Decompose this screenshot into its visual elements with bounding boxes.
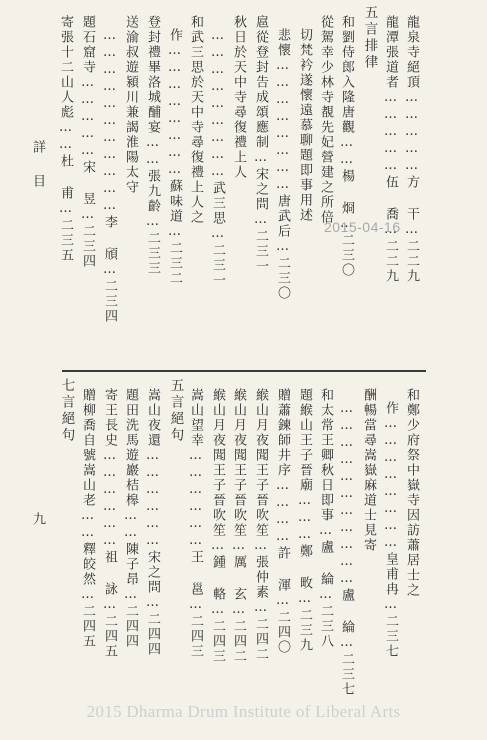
toc-entry: 作……………………皇甫冉…二三七 [383, 401, 398, 659]
toc-entry: 題田洗馬遊巖桔槔……陳子昂…二四四 [123, 388, 138, 649]
toc-entry: ……………………………李 頎…二三四 [102, 28, 117, 324]
toc-entry: 送渝叔遊潁川兼謁淮陽太守 [123, 15, 138, 195]
running-header: 詳 目 [30, 140, 45, 190]
toc-entry: 作……………………蘇味道…二三二 [167, 28, 182, 286]
section-heading: 七言絕句 [58, 378, 75, 444]
toc-entry: 寄張十二山人彪……杜 甫…二三五 [58, 15, 73, 263]
toc-entry: 龍潭張道者……………伍 喬…二二九 [383, 15, 398, 284]
toc-entry: 切梵衿遂懷遠慕聊題即事用述 [297, 28, 312, 223]
date-stamp: 2015-04-16 [324, 219, 401, 235]
toc-entry: 寄王長史………………祖 詠…二四五 [102, 388, 117, 659]
toc-entry: 和劉侍郎入隆唐觀……楊 烱…二三〇 [339, 15, 354, 278]
toc-entry: 嵩山夜還………………宋之問…二四四 [145, 388, 160, 657]
section-heading: 五言絕句 [167, 378, 184, 444]
toc-entry: 和太常王卿秋日即事…盧 綸…二三八 [318, 388, 333, 649]
section-heading: 五言排律 [361, 5, 378, 71]
toc-entry: 和武三思於天中寺尋復禮上人之 [188, 15, 203, 225]
toc-entry: 和鄭少府祭中嶽寺因訪蕭居士之 [404, 388, 419, 598]
toc-entry: 悲懷……………………唐武后…二三〇 [275, 28, 290, 301]
toc-entry: ………………………武三思…二三一 [210, 28, 225, 288]
toc-entry: 登封禮畢洛城酺宴……張九齡…二三三 [145, 15, 160, 276]
toc-entry: 從駕幸少林寺覩先妃營建之所倍 [318, 15, 333, 225]
toc-entry: 扈從登封告成頌應制…宋之問…二三一 [253, 15, 268, 274]
toc-entry: 秋日於天中寺尋復禮上人 [231, 15, 246, 180]
section-divider [62, 370, 426, 372]
page-number: 九 [30, 512, 45, 528]
toc-entry: 題石窟寺……………宋 昱…二三四 [80, 15, 95, 269]
toc-entry: 贈柳喬自號嵩山老……釋皎然…二四五 [80, 388, 95, 649]
toc-entry: 酬暢當尋嵩嶽麻道士見寄 [361, 388, 376, 553]
toc-entry: 緱山月夜聞王子晉吹笙…張仲素…二四二 [253, 388, 268, 662]
watermark: 2015 Dharma Drum Institute of Liberal Arts [86, 702, 401, 721]
toc-entry: 緱山月夜聞王子晉吹笙…厲 玄…二四二 [231, 388, 246, 664]
toc-entry: 贈蕭鍊師井序…………許 渾…二四〇 [275, 388, 290, 655]
toc-entry: 嵩山望幸………………王 邕…二四三 [188, 388, 203, 659]
toc-entry: 題緱山王子晉廟………鄭 畋…二三九 [297, 388, 312, 653]
toc-entry: ……………………………盧 綸…二三七 [339, 401, 354, 697]
toc-entry: 緱山月夜聞王子晉吹笙…鍾 輅…二四三 [210, 388, 225, 664]
toc-entry: 龍泉寺絕頂……………方 干…二二九 [404, 15, 419, 284]
